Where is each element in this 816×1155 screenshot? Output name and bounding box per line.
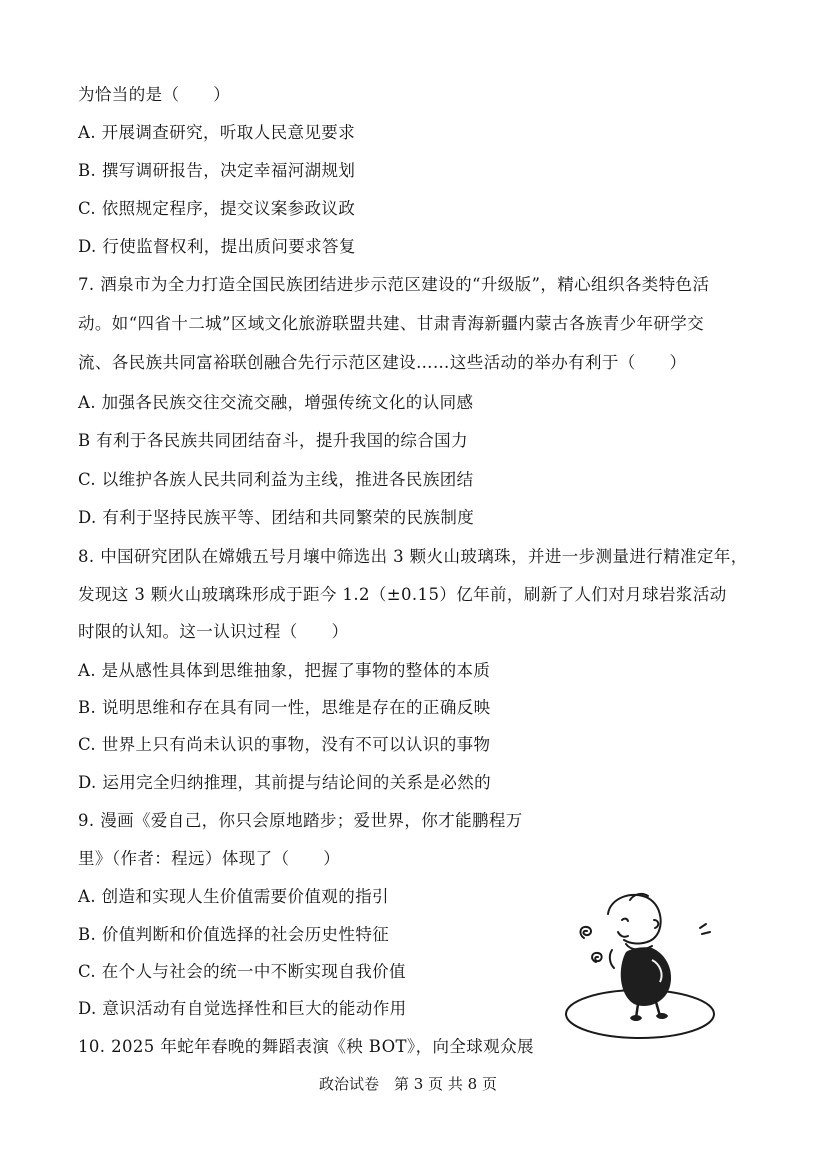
option-line: C. 以维护各族人民共同利益为主线，推进各民族团结 xyxy=(78,470,474,489)
option-line: A. 加强各民族交往交流交融，增强传统文化的认同感 xyxy=(78,393,474,412)
question-7-line: 流、各民族共同富裕联创融合先行示范区建设……这些活动的举办有利于（ ） xyxy=(78,353,687,372)
question-7-line: 动。如“四省十二城”区域文化旅游联盟共建、甘肃青海新疆内蒙古各族青少年研学交 xyxy=(78,314,705,333)
question-8-line: 时限的认知。这一认识过程（ ） xyxy=(78,622,349,641)
question-7-line: 7. 酒泉市为全力打造全国民族团结进步示范区建设的“升级版”，精心组织各类特色活 xyxy=(78,275,710,294)
question-9-line: 里》（作者：程远）体现了（ ） xyxy=(78,849,341,868)
option-line: C. 依照规定程序，提交议案参政议政 xyxy=(78,199,356,218)
question-8-line: 8. 中国研究团队在嫦娥五号月壤中筛选出 3 颗火山玻璃珠，并进一步测量进行精准定年， xyxy=(78,547,748,566)
question-8-line: 发现这 3 颗火山玻璃珠形成于距今 1.2（±0.15）亿年前，刷新了人们对月球岩浆活动 xyxy=(78,585,727,604)
option-line: B. 撰写调研报告，决定幸福河湖规划 xyxy=(78,161,356,180)
text-line: 为恰当的是（ ） xyxy=(78,85,231,104)
option-line: A. 创造和实现人生价值需要价值观的指引 xyxy=(78,887,389,906)
option-line: A. 是从感性具体到思维抽象，把握了事物的整体的本质 xyxy=(78,661,491,680)
page-footer: 政治试卷 第 3 页 共 8 页 xyxy=(319,1075,497,1093)
option-line: D. 运用完全归纳推理，其前提与结论间的关系是必然的 xyxy=(78,773,492,792)
option-line: B. 价值判断和价值选择的社会历史性特征 xyxy=(78,925,390,944)
question-9-line: 9. 漫画《爱自己，你只会原地踏步；爱世界，你才能鹏程万 xyxy=(78,811,523,830)
option-line: C. 在个人与社会的统一中不断实现自我价值 xyxy=(78,962,406,981)
option-line: D. 有利于坚持民族平等、团结和共同繁荣的民族制度 xyxy=(78,508,475,527)
option-line: A. 开展调查研究，听取人民意见要求 xyxy=(78,123,356,142)
question-10-line: 10. 2025 年蛇年春晚的舞蹈表演《秧 BOT》，向全球观众展 xyxy=(78,1037,534,1056)
option-line: D. 意识活动有自觉选择性和巨大的能动作用 xyxy=(78,999,407,1018)
option-line: B. 说明思维和存在具有同一性，思维是存在的正确反映 xyxy=(78,698,491,717)
option-line: C. 世界上只有尚未认识的事物，没有不可以认识的事物 xyxy=(78,735,491,754)
option-line: D. 行使监督权利，提出质问要求答复 xyxy=(78,237,356,256)
option-line: B 有利于各民族共同团结奋斗，提升我国的综合国力 xyxy=(78,431,468,450)
cartoon-illustration xyxy=(560,876,730,1046)
